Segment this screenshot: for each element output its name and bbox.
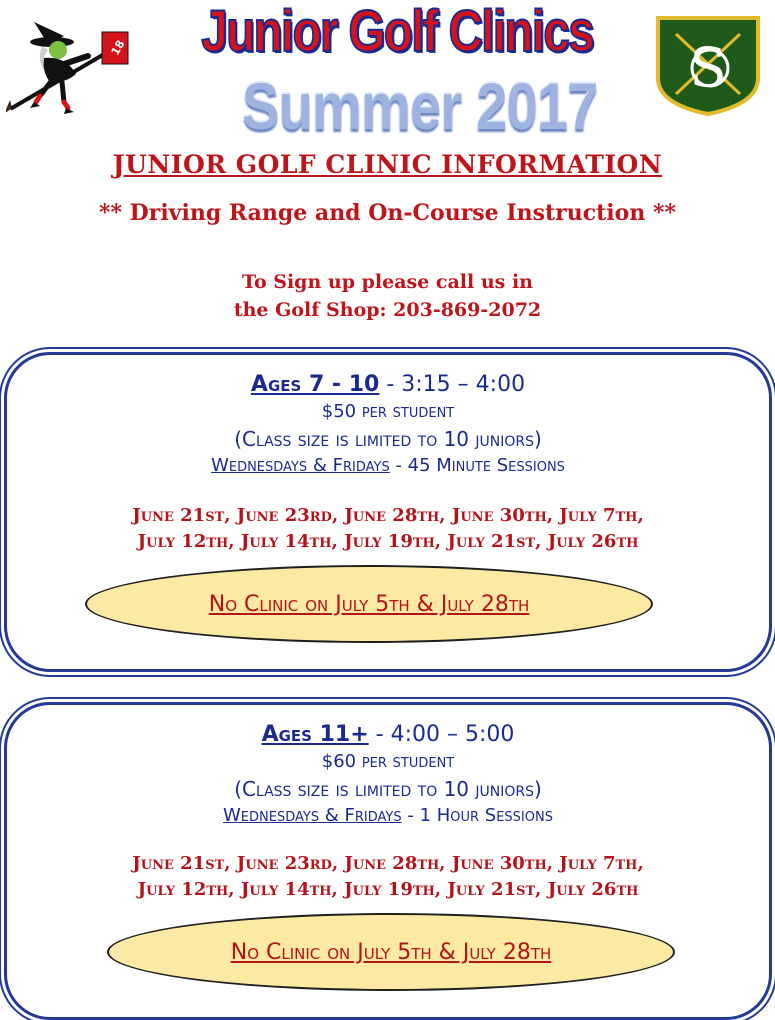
no-clinic-notice: [85, 565, 653, 643]
page-subtitle: Summer 2017: [242, 69, 598, 143]
svg-text:18: 18: [108, 37, 128, 58]
class-size-limit: (Class size is limited to 10 juniors): [234, 777, 542, 801]
dates-line-1: June 21st, June 23rd, June 28th, June 30th, July 7th,: [132, 853, 644, 874]
session-days: [7, 805, 769, 826]
ages-label: Ages 7 - 10: [250, 372, 380, 397]
session-duration: - 1 Hour Sessions: [401, 805, 553, 826]
signup-line-2: the Golf Shop: 203-869-2072: [233, 299, 542, 321]
session-price: $50 per student: [321, 401, 455, 422]
ages-label: Ages 11+: [261, 722, 369, 747]
dates-line-2: July 12th, July 14th, July 19th, July 21st, July 26th: [137, 879, 639, 900]
dates-line-2: July 12th, July 14th, July 19th, July 21st, July 26th: [137, 531, 639, 552]
no-clinic-notice: [107, 913, 675, 991]
session-ages: [7, 722, 769, 747]
session-time: - 3:15 – 4:00: [379, 372, 526, 397]
club-crest-logo: [654, 12, 762, 116]
class-size-limit: (Class size is limited to 10 juniors): [234, 427, 542, 451]
page-title: Junior Golf Clinics: [201, 0, 594, 64]
session-duration: - 45 Minute Sessions: [389, 455, 565, 476]
witch-on-broom-icon: [6, 10, 136, 120]
session-card-ages-7-10: [4, 352, 772, 672]
days-label: Wednesdays & Fridays: [211, 455, 390, 476]
svg-text:S: S: [689, 36, 727, 99]
session-dates: [7, 503, 769, 555]
no-clinic-text: No Clinic on July 5th & July 28th: [208, 591, 530, 617]
dates-line-1: June 21st, June 23rd, June 28th, June 30th, July 7th,: [132, 505, 644, 526]
session-card-ages-11-plus: [4, 702, 772, 1020]
session-price: $60 per student: [321, 751, 455, 772]
no-clinic-text: No Clinic on July 5th & July 28th: [230, 939, 552, 965]
session-days: [7, 455, 769, 476]
signup-line-1: To Sign up please call us in: [241, 271, 533, 293]
info-heading: JUNIOR GOLF CLINIC INFORMATION: [112, 150, 663, 179]
session-ages: [7, 372, 769, 397]
session-dates: [7, 851, 769, 903]
tagline: ** Driving Range and On-Course Instruction **: [98, 200, 677, 226]
signup-text: [0, 268, 775, 324]
days-label: Wednesdays & Fridays: [223, 805, 402, 826]
session-time: - 4:00 – 5:00: [368, 722, 515, 747]
